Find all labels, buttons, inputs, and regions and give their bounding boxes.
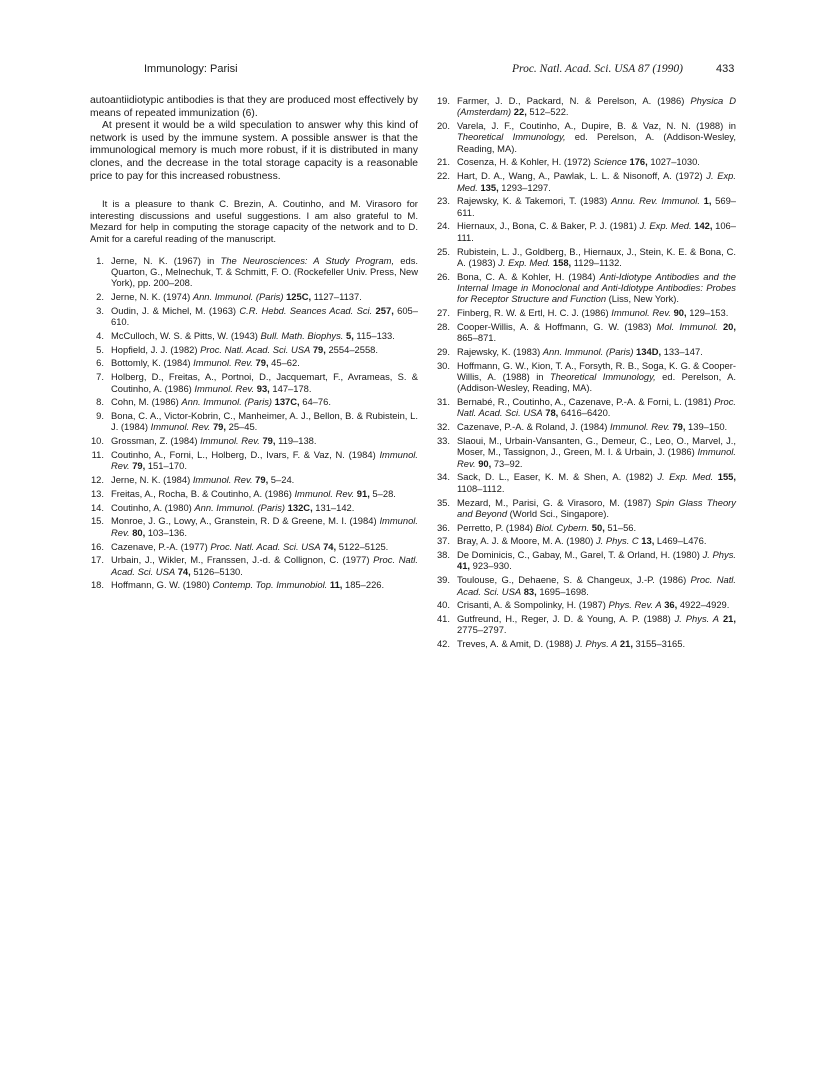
reference-source: Immunol. Rev. (111, 515, 418, 538)
reference-source: Proc. Natl. Acad. Sci. USA (111, 554, 418, 577)
reference-authors: Urbain, J., Wikler, M., Franssen, J.-d. & Collignon, C. (1977) (111, 554, 374, 566)
reference-authors: Slaoui, M., Urbain-Vansanten, G., Demeur, C., Leo, O., Marvel, J., Moser, M., Tassignon, J., Green, M. I. & Urbain, J. (1986) (457, 435, 736, 458)
reference-volume: 21, (617, 638, 633, 650)
reference-source: The Neurosciences: A Study Program, (220, 254, 395, 266)
reference-item (436, 421, 736, 432)
reference-pages: 5126–5130. (190, 565, 243, 577)
reference-item (436, 535, 736, 546)
reference-source: Bull. Math. Biophys. (260, 329, 344, 341)
reference-number: 25. (436, 245, 450, 257)
reference-source: Ann. Immunol. (Paris) (542, 345, 634, 357)
reference-number: 31. (436, 396, 450, 408)
reference-pages: 129–153. (686, 307, 729, 319)
reference-item (90, 291, 418, 302)
reference-pages: eds. Quarton, G., Melnechuk, T. & Schmitt, F. O. (Rockefeller Univ. Press, New York), pp. 200–208. (111, 254, 418, 289)
reference-authors: Bona, C. A. & Kohler, H. (1984) (457, 270, 600, 282)
reference-item (90, 449, 418, 472)
reference-item (436, 574, 736, 597)
reference-authors: Varela, J. F., Coutinho, A., Dupire, B. & Vaz, N. N. (1988) in (457, 120, 736, 132)
reference-source: Proc. Natl. Acad. Sci. USA (200, 343, 311, 355)
reference-volume: 83, (521, 585, 537, 597)
reference-list-right (436, 95, 736, 650)
reference-source: Immunol. Rev. (457, 446, 736, 469)
reference-pages: 64–76. (299, 396, 331, 408)
reference-authors: Perretto, P. (1984) (457, 521, 536, 533)
reference-pages: 605–610. (111, 304, 418, 328)
reference-volume: 36, (661, 599, 678, 611)
reference-number: 7. (96, 371, 104, 383)
reference-item (90, 435, 418, 446)
reference-number: 9. (96, 410, 104, 422)
reference-pages: (World Sci., Singapore). (507, 507, 609, 519)
reference-source: J. Phys. (702, 549, 736, 561)
reference-pages: 1027–1030. (647, 156, 700, 168)
body-paragraph-speculation: At present it would be a wild speculation to answer why this kind of network is used by the immune system. A possible answer is that the immunological memory is much more robust, if it is distributed in many clones, and the decrease in the total storage capacity is a reasonable price to pay for this increased robustness. (90, 120, 418, 182)
reference-number: 41. (436, 613, 450, 625)
right-column (436, 95, 736, 652)
reference-volume: 91, (354, 487, 370, 499)
reference-volume: 158, (550, 256, 572, 268)
reference-pages: 865–871. (457, 332, 497, 344)
reference-source: Physica D (Amsterdam) (457, 95, 737, 118)
reference-pages: 45–62. (268, 357, 300, 369)
reference-list-left (90, 255, 418, 591)
reference-volume: 257, (372, 304, 394, 316)
reference-volume: 132C, (285, 501, 313, 513)
reference-authors: Coutinho, A. (1980) (111, 501, 195, 513)
reference-number: 8. (96, 396, 104, 408)
reference-pages: 5122–5125. (336, 540, 389, 552)
reference-volume: 134D, (633, 345, 662, 357)
reference-pages: 5–24. (268, 474, 295, 486)
reference-number: 10. (90, 435, 104, 447)
reference-pages: 3155–3165. (632, 638, 686, 650)
reference-item (436, 170, 736, 193)
reference-pages: 5–28. (369, 487, 396, 499)
reference-volume: 79, (669, 421, 686, 433)
reference-pages: (Liss, New York). (606, 293, 679, 305)
reference-item (90, 357, 418, 368)
reference-authors: Mezard, M., Parisi, G. & Virasoro, M. (1987) (457, 496, 656, 508)
reference-item (436, 271, 736, 305)
reference-pages: L469–L476. (654, 535, 707, 547)
reference-source: Immunol. Rev. (610, 421, 670, 433)
reference-item (436, 246, 736, 269)
reference-item (436, 120, 736, 154)
reference-source: J. Exp. Med. (498, 256, 551, 268)
reference-number: 20. (436, 120, 450, 132)
reference-item (436, 638, 736, 649)
reference-source: J. Exp. Med. (457, 170, 736, 193)
reference-source: Proc. Natl. Acad. Sci. USA (457, 574, 736, 597)
reference-number: 30. (436, 359, 450, 371)
reference-source: Anti-Idiotype Antibodies and the Internal Image in Monoclonal and Anti-Idiotype Antibodies: Probes for Receptor Structure and Function (457, 270, 736, 305)
reference-authors: Rubistein, L. J., Goldberg, B., Hiernaux, J., Stein, K. E. & Bona, C. A. (1983) (457, 245, 736, 268)
running-head-section: Immunology: Parisi (144, 63, 238, 75)
reference-number: 26. (436, 270, 450, 282)
reference-authors: Cosenza, H. & Kohler, H. (1972) (457, 156, 594, 168)
reference-volume: 142, (691, 220, 713, 232)
reference-pages: 139–150. (685, 421, 728, 433)
reference-pages: 133–147. (661, 345, 703, 357)
reference-pages: 106–111. (457, 220, 736, 243)
reference-authors: Gutfreund, H., Reger, J. D. & Young, A. P. (1988) (457, 613, 675, 625)
reference-pages: 6416–6420. (558, 407, 611, 419)
reference-volume: 5, (343, 329, 354, 341)
reference-authors: Freitas, A., Rocha, B. & Coutinho, A. (1986) (111, 487, 295, 499)
reference-pages: 923–930. (470, 560, 512, 572)
reference-number: 32. (436, 421, 450, 433)
reference-item (436, 220, 736, 243)
reference-source: Contemp. Top. Immunobiol. (212, 579, 328, 591)
reference-item (436, 471, 736, 494)
reference-pages: 25–45. (226, 421, 258, 433)
reference-pages: 51–56. (604, 521, 637, 533)
reference-source: Immunol. Rev. (200, 435, 260, 447)
reference-source: Immunol. Rev. (194, 382, 255, 394)
reference-source: Theoretical Immunology, (549, 371, 656, 383)
reference-source: Immunol. Rev. (611, 307, 671, 319)
reference-volume: 79, (259, 435, 276, 447)
reference-item (90, 255, 418, 289)
reference-source: J. Phys. C (595, 535, 639, 547)
reference-volume: 176, (626, 156, 648, 168)
reference-pages: 115–133. (353, 329, 395, 341)
reference-number: 16. (90, 540, 104, 552)
reference-source: J. Phys. A (575, 638, 618, 650)
acknowledgment: It is a pleasure to thank C. Brezin, A. Coutinho, and M. Virasoro for interesting discussions and useful suggestions. I am also grateful to M. Mezard for help in computing the storage capacity of the network and to D. Amit for a careful reading of the manuscript. (90, 199, 418, 245)
reference-item (436, 360, 736, 394)
reference-authors: Jerne, N. K. (1974) (111, 290, 193, 302)
reference-volume: 20, (717, 320, 737, 332)
reference-number: 4. (96, 329, 104, 341)
reference-volume: 13, (638, 535, 655, 547)
reference-item (90, 344, 418, 355)
reference-item (90, 396, 418, 407)
reference-pages: 569–611. (457, 195, 737, 218)
reference-number: 19. (436, 95, 450, 106)
reference-volume: 74, (320, 540, 337, 552)
reference-number: 6. (96, 357, 104, 369)
reference-source: Immunol. Rev. (192, 474, 253, 486)
reference-pages: 1127–1137. (311, 290, 362, 302)
reference-pages: 1108–1112. (457, 482, 505, 494)
reference-authors: Bernabé, R., Coutinho, A., Cazenave, P.-A. & Forni, L. (1981) (457, 396, 715, 408)
reference-authors: Hiernaux, J., Bona, C. & Baker, P. J. (1981) (457, 220, 640, 232)
reference-number: 13. (90, 487, 104, 499)
reference-authors: Jerne, N. K. (1984) (111, 474, 193, 486)
reference-pages: 2775–2797. (457, 624, 507, 636)
reference-item (436, 522, 736, 533)
reference-volume: 11, (327, 579, 343, 591)
reference-number: 24. (436, 220, 450, 232)
reference-number: 1. (96, 254, 104, 266)
reference-pages: 73–92. (491, 457, 523, 469)
reference-item (90, 502, 418, 513)
reference-authors: Sack, D. L., Easer, K. M. & Shen, A. (1982) (457, 471, 658, 483)
reference-volume: 79, (210, 421, 226, 433)
reference-source: Proc. Natl. Acad. Sci. USA (457, 396, 736, 419)
reference-number: 21. (436, 156, 450, 168)
reference-item (90, 305, 418, 328)
reference-number: 11. (91, 448, 104, 460)
reference-source: Proc. Natl. Acad. Sci. USA (210, 540, 321, 552)
reference-authors: Toulouse, G., Dehaene, S. & Changeux, J.-P. (1986) (457, 574, 691, 586)
reference-volume: 50, (589, 521, 605, 533)
reference-item (90, 515, 418, 538)
reference-item (90, 541, 418, 552)
reference-authors: Cazenave, P.-A. & Roland, J. (1984) (457, 421, 611, 433)
reference-item (90, 330, 418, 341)
reference-pages: ed. Perelson, A. (Addison-Wesley, Reading, MA). (457, 131, 736, 154)
reference-pages: 151–170. (145, 460, 187, 472)
reference-authors: Jerne, N. K. (1967) in (111, 254, 221, 266)
reference-item (436, 435, 736, 469)
reference-volume: 1, (699, 195, 712, 207)
reference-source: Ann. Immunol. (Paris) (194, 501, 286, 513)
reference-authors: Cooper-Willis, A. & Hoffmann, G. W. (1983) (457, 320, 657, 332)
reference-pages: 185–226. (342, 579, 385, 591)
reference-number: 35. (436, 496, 450, 508)
reference-source: Annu. Rev. Immunol. (610, 195, 700, 207)
reference-source: J. Exp. Med. (639, 220, 692, 232)
reference-source: Spin Glass Theory and Beyond (457, 496, 736, 519)
reference-volume: 79, (310, 343, 326, 355)
reference-item (436, 396, 736, 419)
reference-pages: 147–178. (269, 382, 312, 394)
reference-authors: Monroe, J. G., Lowy, A., Granstein, R. D & Greene, M. I. (1984) (111, 515, 380, 527)
reference-source: Biol. Cybern. (535, 521, 590, 533)
reference-source: J. Exp. Med. (657, 471, 714, 483)
reference-volume: 79, (129, 460, 146, 472)
reference-item (436, 599, 736, 610)
reference-source: Science (593, 156, 627, 168)
reference-number: 27. (436, 307, 450, 319)
reference-volume: 80, (129, 526, 146, 538)
reference-number: 17. (90, 554, 104, 566)
reference-item (436, 321, 736, 344)
reference-item (90, 371, 418, 394)
reference-number: 40. (436, 599, 450, 611)
reference-number: 3. (96, 304, 104, 316)
reference-pages: ed. Perelson, A. (Addison-Wesley, Reading, MA). (457, 371, 736, 394)
reference-number: 29. (436, 345, 450, 357)
reference-source: Phys. Rev. A (608, 599, 662, 611)
reference-authors: Crisanti, A. & Sompolinky, H. (1987) (457, 599, 609, 611)
reference-volume: 90, (670, 307, 687, 319)
reference-pages: 131–142. (312, 501, 355, 513)
reference-volume: 79, (252, 474, 269, 486)
reference-pages: 1129–1132. (571, 256, 622, 268)
reference-number: 2. (96, 290, 104, 302)
reference-number: 36. (436, 521, 450, 533)
reference-number: 15. (90, 515, 104, 527)
reference-authors: Hoffmann, G. W., Kion, T. A., Forsyth, R. B., Soga, K. G. & Cooper-Willis, A. (1988) in (457, 359, 736, 383)
reference-authors: Bottomly, K. (1984) (111, 357, 194, 369)
running-head-journal: Proc. Natl. Acad. Sci. USA 87 (1990) (512, 63, 683, 75)
reference-pages: 512–522. (526, 106, 569, 118)
reference-source: Ann. Immunol. (Paris) (192, 290, 284, 302)
reference-volume: 93, (254, 382, 270, 394)
reference-authors: Farmer, J. D., Packard, N. & Perelson, A. (1986) (457, 95, 691, 106)
reference-item (90, 488, 418, 499)
reference-item (436, 613, 736, 636)
body-paragraph-continued: autoantiidiotypic antibodies is that they are produced most effectively by means of repeated immunization (6). (90, 95, 418, 119)
reference-number: 38. (436, 549, 450, 561)
reference-number: 37. (436, 535, 450, 547)
reference-pages: 103–136. (145, 526, 187, 538)
reference-authors: McCulloch, W. S. & Pitts, W. (1943) (111, 329, 261, 341)
reference-item (436, 307, 736, 318)
reference-number: 14. (90, 501, 104, 513)
reference-item (90, 579, 418, 590)
reference-pages: 1695–1698. (536, 585, 589, 597)
reference-number: 34. (436, 471, 450, 483)
reference-source: J. Phys. A (674, 613, 720, 625)
reference-authors: Cohn, M. (1986) (111, 396, 182, 408)
reference-authors: Oudin, J. & Michel, M. (1963) (111, 304, 240, 316)
reference-volume: 125C, (283, 290, 312, 302)
reference-pages: 1293–1297. (498, 181, 551, 193)
reference-item (436, 549, 736, 572)
reference-volume: 79, (252, 357, 269, 369)
reference-item (90, 554, 418, 577)
reference-authors: Hart, D. A., Wang, A., Pawlak, L. L. & Nisonoff, A. (1972) (457, 170, 707, 182)
reference-volume: 21, (719, 613, 736, 625)
reference-source: Theoretical Immunology, (457, 131, 566, 143)
reference-number: 42. (436, 638, 450, 650)
reference-authors: Treves, A. & Amit, D. (1988) (457, 638, 576, 650)
reference-authors: Rajewsky, K. & Takemori, T. (1983) (457, 195, 611, 207)
reference-volume: 135, (477, 181, 499, 193)
reference-item (90, 410, 418, 433)
reference-volume: 137C, (272, 396, 300, 408)
reference-number: 39. (436, 574, 450, 586)
reference-number: 33. (436, 435, 450, 447)
reference-authors: Bona, C. A., Victor-Kobrin, C., Manheimer, A. J., Bellon, B. & Rubistein, L. J. (1984) (111, 410, 418, 433)
reference-authors: Coutinho, A., Forni, L., Holberg, D., Ivars, F. & Vaz, N. (1984) (111, 448, 380, 460)
reference-volume: 90, (475, 457, 492, 469)
reference-item (436, 497, 736, 520)
reference-item (436, 95, 736, 118)
reference-source: Ann. Immunol. (Paris) (181, 396, 273, 408)
reference-number: 18. (90, 579, 104, 591)
reference-authors: Holberg, D., Freitas, A., Portnoi, D., Jacquemart, F., Avrameas, S. & Coutinho, A. (1986) (111, 371, 418, 394)
reference-volume: 155, (713, 471, 736, 483)
reference-source: Immunol. Rev. (294, 487, 355, 499)
reference-number: 12. (90, 474, 104, 486)
reference-pages: 119–138. (275, 435, 317, 447)
reference-item (90, 474, 418, 485)
reference-number: 28. (436, 320, 450, 332)
reference-number: 23. (436, 195, 450, 207)
reference-authors: Hopfield, J. J. (1982) (111, 343, 201, 355)
reference-item (436, 195, 736, 218)
reference-volume: 41, (457, 560, 471, 572)
reference-source: Immunol. Rev. (193, 357, 253, 369)
reference-number: 22. (436, 170, 450, 182)
reference-authors: Hoffmann, G. W. (1980) (111, 579, 213, 591)
reference-item (436, 156, 736, 167)
reference-source: Mol. Immunol. (656, 320, 718, 332)
left-column (90, 95, 418, 593)
reference-source: Immunol. Rev. (111, 448, 418, 472)
reference-authors: Bray, A. J. & Moore, M. A. (1980) (457, 535, 596, 547)
reference-pages: 2554–2558. (325, 343, 378, 355)
reference-number: 5. (96, 343, 104, 355)
reference-source: C.R. Hebd. Seances Acad. Sci. (239, 304, 373, 316)
reference-source: Immunol. Rev. (150, 421, 211, 433)
reference-authors: Finberg, R. W. & Ertl, H. C. J. (1986) (457, 307, 612, 319)
reference-volume: 78, (542, 407, 559, 419)
reference-pages: 4922–4929. (677, 599, 730, 611)
reference-authors: Rajewsky, K. (1983) (457, 345, 543, 357)
reference-volume: 22, (511, 106, 527, 118)
reference-authors: Grossman, Z. (1984) (111, 435, 201, 447)
reference-volume: 74, (175, 565, 191, 577)
reference-item (436, 346, 736, 357)
page-number: 433 (716, 63, 735, 75)
reference-authors: Cazenave, P.-A. (1977) (111, 540, 211, 552)
reference-authors: De Dominicis, C., Gabay, M., Garel, T. & Orland, H. (1980) (457, 549, 703, 561)
